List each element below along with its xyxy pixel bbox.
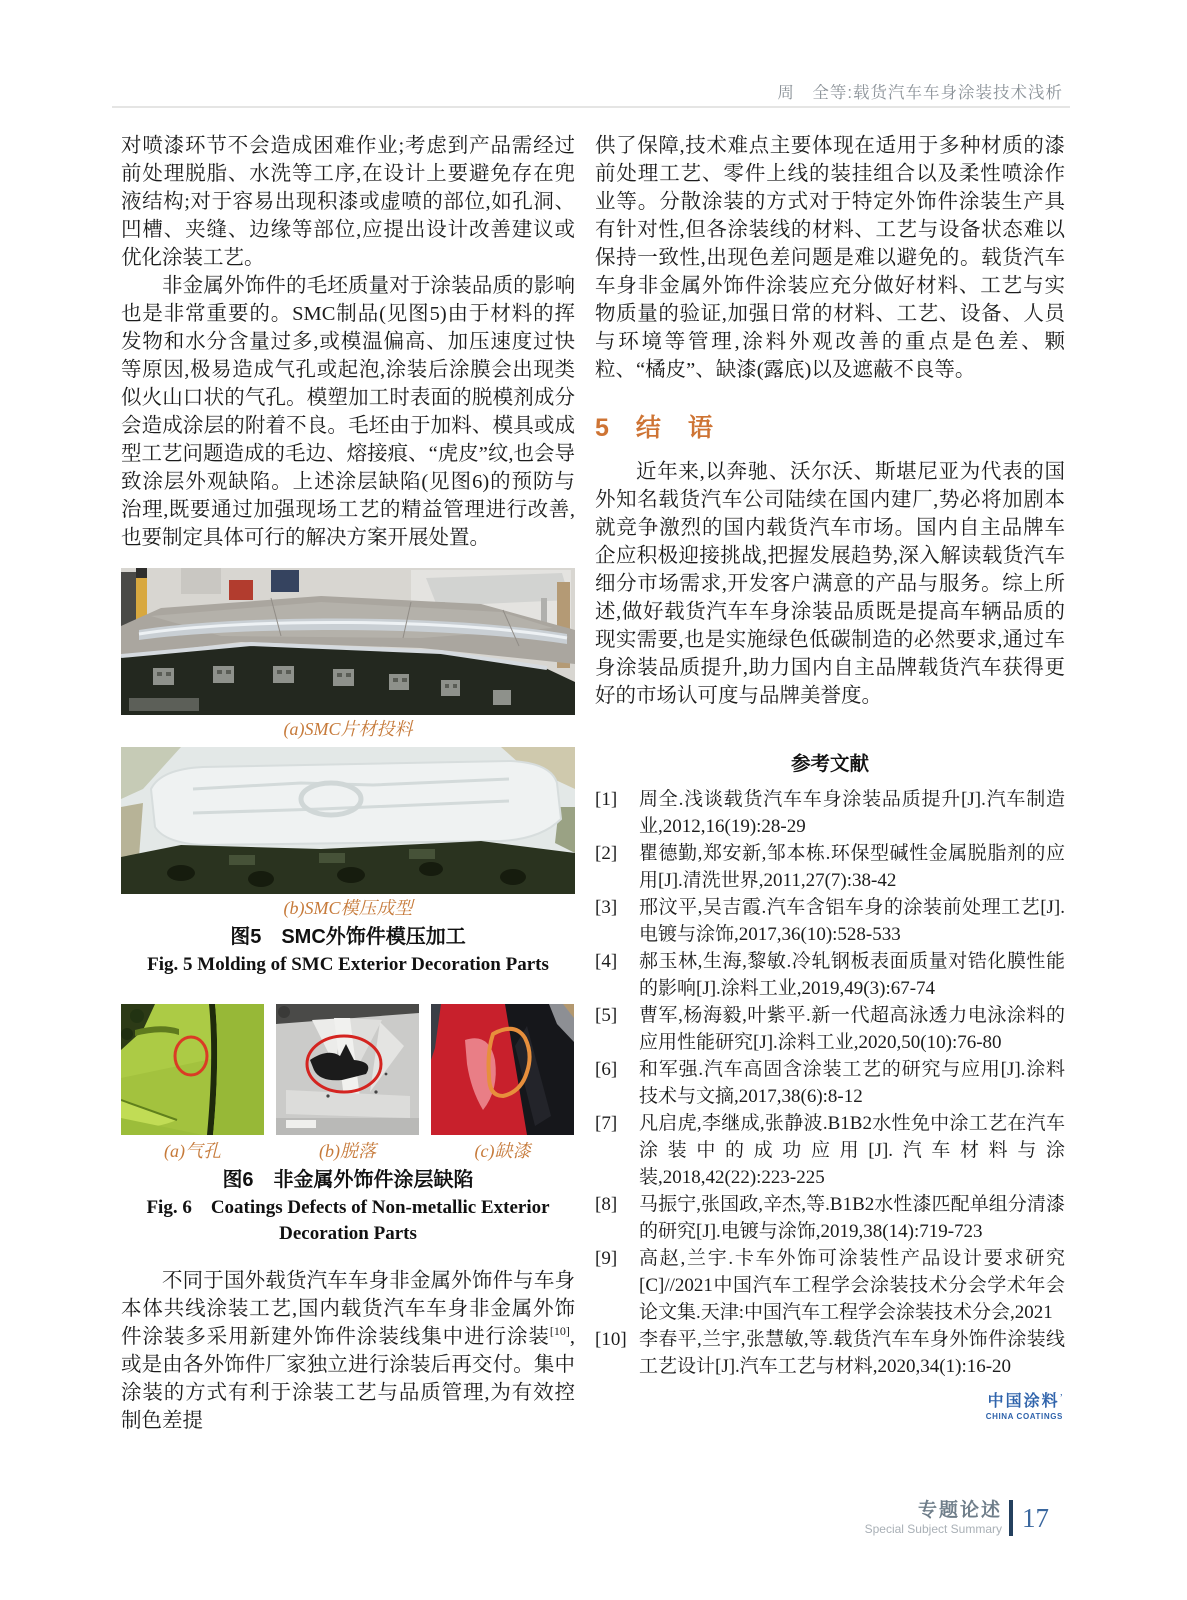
footer-section-en: Special Subject Summary <box>864 1522 1002 1536</box>
page-footer <box>865 1500 1049 1536</box>
figure6-photo-pinhole <box>121 1004 264 1135</box>
right-column <box>595 132 1065 1421</box>
figure5-title-en: Fig. 5 Molding of SMC Exterior Decoration Parts <box>147 954 549 975</box>
smc-molded-part-photo-illustration <box>121 747 575 894</box>
peeling-defect-photo-illustration <box>276 1004 419 1135</box>
reference-text: 周全.浅谈载货汽车车身涂装品质提升[J].汽车制造业,2012,16(19):28-29 <box>639 789 1065 837</box>
reference-text: 曹军,杨海毅,叶紫平.新一代超高泳透力电泳涂料的应用性能研究[J].涂料工业,2020,50(10):76-80 <box>639 1005 1065 1053</box>
reference-number: [2] <box>595 843 618 864</box>
section-5-heading: 5 结 语 <box>595 414 714 442</box>
reference-number: [8] <box>595 1194 618 1215</box>
reference-number: [7] <box>595 1113 618 1134</box>
references-heading: 参考文献 <box>790 753 869 775</box>
figure-5 <box>121 568 575 978</box>
figure5-photo-smc-molding <box>121 747 575 894</box>
citation-superscript: [10] <box>549 1324 570 1339</box>
reference-item <box>595 894 1065 948</box>
figure5-photo-smc-sheet-loading <box>121 568 575 715</box>
footer-section-zh: 专题论述 <box>917 1500 1002 1521</box>
figure-6 <box>121 1004 575 1247</box>
reference-item <box>595 786 1065 840</box>
logo-text-en: CHINA COATINGS <box>985 1412 1063 1421</box>
reference-text: 凡启虎,李继成,张静波.B1B2水性免中涂工艺在汽车涂装中的成功应用[J].汽车材料与涂装,2018,42(22):223-225 <box>639 1113 1065 1188</box>
reference-text: 邢汶平,吴吉霞.汽车含铝车身的涂装前处理工艺[J].电镀与涂饰,2017,36(10):528-533 <box>639 897 1065 945</box>
logo-trademark-icon: ’ <box>1059 1393 1063 1404</box>
paragraph-text: 不同于国外载货汽车车身非金属外饰件与车身本体共线涂装工艺,国内载货汽车车身非金属外饰件涂装多采用新建外饰件涂装线集中进行涂装 <box>121 1270 575 1348</box>
reference-number: [6] <box>595 1059 618 1080</box>
smc-sheet-loading-photo-illustration <box>121 568 575 715</box>
header-divider <box>112 106 1070 108</box>
china-coatings-logo <box>595 1394 1065 1421</box>
figure6-caption-c: (c)缺漆 <box>474 1141 531 1161</box>
figure6-title-en: Fig. 6 Coatings Defects of Non-metallic Exterior Decoration Parts <box>146 1197 550 1244</box>
figure5-caption-a: (a)SMC片材投料 <box>283 719 413 739</box>
figure6-caption-b: (b)脱落 <box>319 1141 376 1161</box>
figure6-caption-a: (a)气孔 <box>164 1141 221 1161</box>
reference-item <box>595 840 1065 894</box>
reference-text: 李春平,兰宇,张慧敏,等.载货汽车车身外饰件涂装线工艺设计[J].汽车工艺与材料,2020,34(1):16-20 <box>639 1329 1065 1377</box>
reference-number: [5] <box>595 1005 618 1026</box>
reference-item <box>595 1326 1065 1380</box>
paragraph-text: ,或是由各外饰件厂家独立进行涂装后再交付。集中涂装的方式有利于涂装工艺与品质管理,为有效控制色差提 <box>121 1326 575 1432</box>
reference-item <box>595 1056 1065 1110</box>
reference-number: [1] <box>595 789 618 810</box>
body-paragraph: 非金属外饰件的毛坯质量对于涂装品质的影响也是非常重要的。SMC制品(见图5)由于材料的挥发物和水分含量过多,或模温偏高、加压速度过快等原因,极易造成气孔或起泡,涂装后涂膜会出现类似火山口状的气孔。模塑加工时表面的脱模剂成分会造成涂层的附着不良。毛坯由于加料、模具或成型工艺问题造成的毛边、熔接痕、“虎皮”纹,也会导致涂层外观缺陷。上述涂层缺陷(见图6)的预防与治理,既要通过加强现场工艺的精益管理进行改善,也要制定具体可行的解决方案开展处置。 <box>121 275 575 549</box>
body-paragraph: 近年来,以奔驰、沃尔沃、斯堪尼亚为代表的国外知名载货汽车公司陆续在国内建厂,势必将加剧本就竞争激烈的国内载货汽车市场。国内自主品牌车企应积极迎接挑战,把握发展趋势,深入解读载货汽车细分市场需求,开发客户满意的产品与服务。综上所述,做好载货汽车车身涂装品质既是提高车辆品质的现实需要,也是实施绿色低碳制造的必然要求,通过车身涂装品质提升,助力国内自主品牌载货汽车获得更好的市场认可度与品牌美誉度。 <box>595 461 1065 707</box>
reference-number: [9] <box>595 1248 618 1269</box>
pinhole-defect-photo-illustration <box>121 1004 264 1135</box>
running-header-title: 周 全等:载货汽车车身涂装技术浅析 <box>777 84 1063 102</box>
logo-text-zh: 中国涂料 <box>987 1393 1060 1410</box>
reference-number: [3] <box>595 897 618 918</box>
body-paragraph: 对喷漆环节不会造成困难作业;考虑到产品需经过前处理脱脂、水洗等工序,在设计上要避免存在兜液结构;对于容易出现积漆或虚喷的部位,如孔洞、凹槽、夹缝、边缘等部位,应提出设计改善建议或优化涂装工艺。 <box>121 135 575 269</box>
reference-text: 瞿德勤,郑安新,邹本栋.环保型碱性金属脱脂剂的应用[J].清洗世界,2011,27(7):38-42 <box>639 843 1065 891</box>
page-number: 17 <box>1022 1502 1049 1533</box>
reference-item <box>595 1110 1065 1191</box>
reference-item <box>595 1002 1065 1056</box>
reference-text: 和军强.汽车高固含涂装工艺的研究与应用[J].涂料技术与文摘,2017,38(6):8-12 <box>639 1059 1065 1107</box>
figure6-title-zh: 图6 非金属外饰件涂层缺陷 <box>222 1169 474 1191</box>
missing-paint-defect-photo-illustration <box>431 1004 574 1135</box>
reference-number: [10] <box>595 1329 627 1350</box>
reference-text: 马振宁,张国政,辛杰,等.B1B2水性漆匹配单组分清漆的研究[J].电镀与涂饰,2019,38(14):719-723 <box>639 1194 1065 1242</box>
figure6-photo-peeling <box>276 1004 419 1135</box>
reference-text: 郝玉林,生海,黎敏.冷轧钢板表面质量对锆化膜性能的影响[J].涂料工业,2019,49(3):67-74 <box>639 951 1065 999</box>
reference-item <box>595 1191 1065 1245</box>
footer-divider-bar <box>1009 1500 1013 1536</box>
figure5-title-zh: 图5 SMC外饰件模压加工 <box>230 926 466 948</box>
reference-text: 高赵,兰宇.卡车外饰可涂装性产品设计要求研究[C]//2021中国汽车工程学会涂装技术分会学术年会论文集.天津:中国汽车工程学会涂装技术分会,2021 <box>639 1248 1065 1323</box>
body-paragraph: 供了保障,技术难点主要体现在适用于多种材质的漆前处理工艺、零件上线的装挂组合以及柔性喷涂作业等。分散涂装的方式对于特定外饰件涂装生产具有针对性,但各涂装线的材料、工艺与设备状态难以保持一致性,出现色差问题是难以避免的。载货汽车车身非金属外饰件涂装应充分做好材料、工艺与实物质量的验证,加强日常的材料、工艺、设备、人员与环境等管理,涂料外观改善的重点是色差、颗粒、“橘皮”、缺漆(露底)以及遮蔽不良等。 <box>595 135 1065 381</box>
reference-number: [4] <box>595 951 618 972</box>
figure5-caption-b: (b)SMC模压成型 <box>283 898 413 918</box>
left-column <box>121 132 575 1435</box>
reference-item <box>595 1245 1065 1326</box>
body-paragraph <box>121 1267 575 1435</box>
references-list <box>595 786 1065 1380</box>
reference-item <box>595 948 1065 1002</box>
figure6-photo-missing-paint <box>431 1004 574 1135</box>
